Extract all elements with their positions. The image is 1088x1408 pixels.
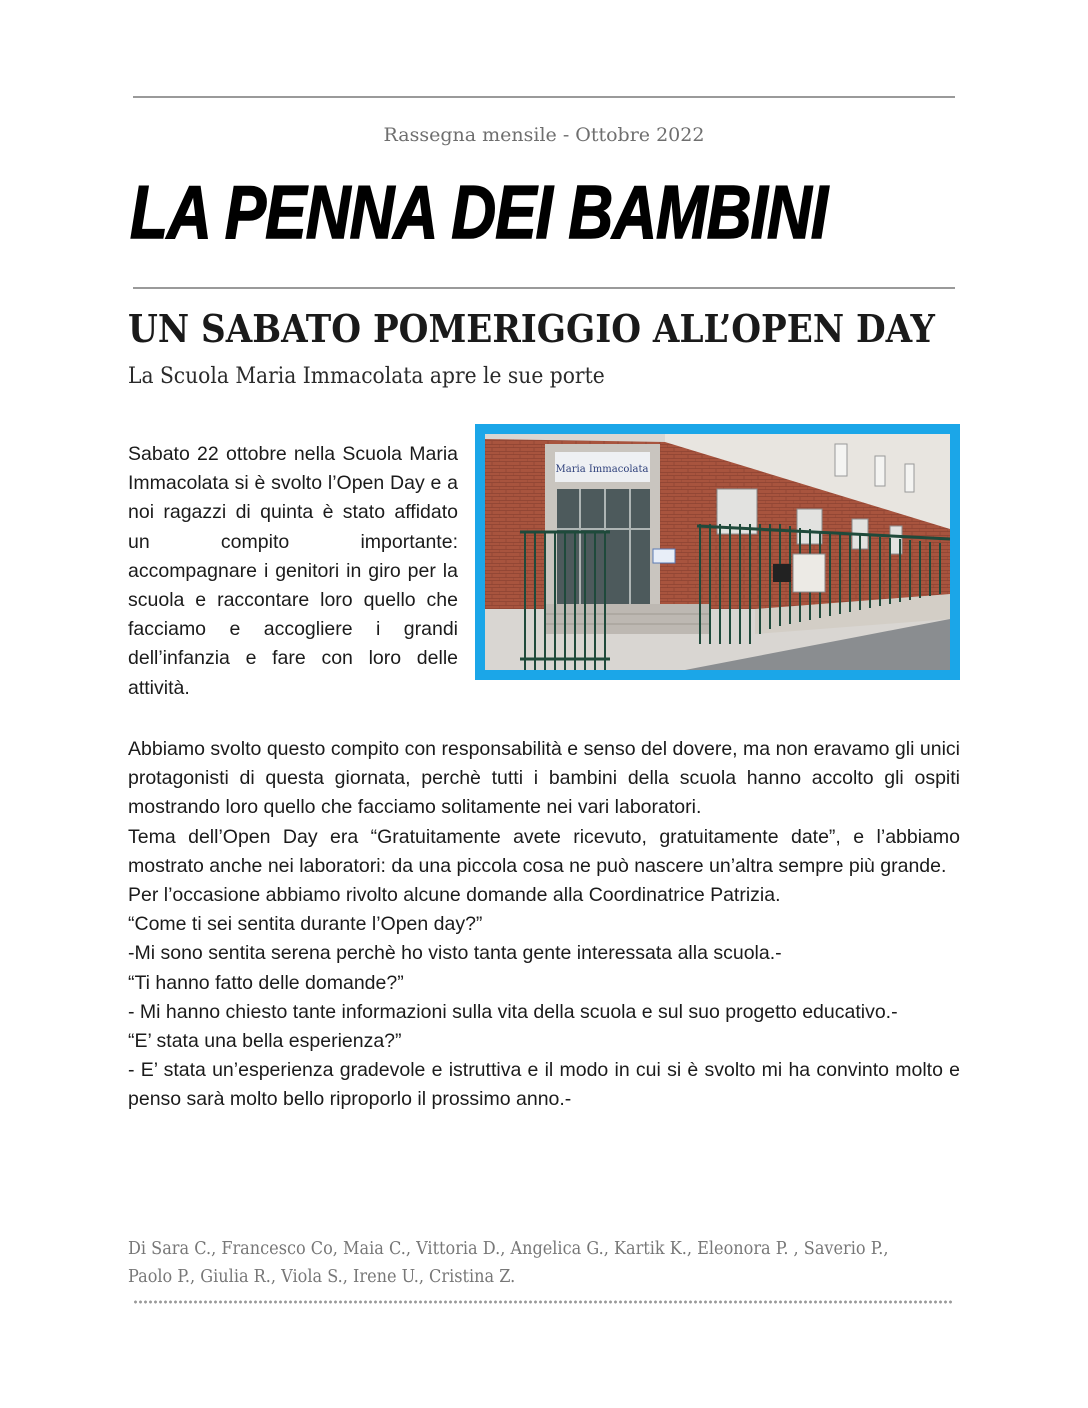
article-intro — [128, 440, 458, 703]
interview-answer: -Mi sono sentita serena perchè ho visto tanta gente interessata alla scuola.- — [128, 942, 782, 965]
article-credits: Di Sara C., Francesco Co, Maia C., Vittoria D., Angelica G., Kartik K., Eleonora P. , Saverio P., Paolo P., Giulia R., Viola S., Irene U., Cristina Z. — [128, 1239, 889, 1287]
article-headline: UN SABATO POMERIGGIO ALL’OPEN DAY — [128, 306, 935, 351]
interview-question: “E’ stata una bella esperienza?” — [128, 1030, 402, 1053]
body-paragraph: Abbiamo svolto questo compito con responsabilità e senso del dovere, ma non eravamo gli unici protagonisti di questa giornata, perchè tutti i bambini della scuola hanno accolto gli ospiti mostrando loro quello che facciamo solitamente nei vari laboratori. — [128, 738, 960, 819]
interview-answer: - Mi hanno chiesto tante informazioni sulla vita della scuola e sul suo progetto educativo.- — [128, 1000, 898, 1023]
school-building-image — [485, 434, 950, 670]
intro-paragraph: Sabato 22 ottobre nella Scuola Maria Immacolata si è svolto l’Open Day e a noi ragazzi di quinta è stato affidato un compito importante: accompagnare i genitori in giro per la scuola e raccontare loro quello che facciamo e accogliere i grandi dell’infanzia e fare con loro delle attività. — [128, 443, 458, 699]
top-divider — [133, 96, 955, 98]
interview-answer: - E’ stata un’esperienza gradevole e istruttiva e il modo in cui si è svolto mi ha convinto molto e penso sarà molto bello riproporlo il prossimo anno.- — [128, 1059, 960, 1111]
body-paragraph: Tema dell’Open Day era “Gratuitamente avete ricevuto, gratuitamente date”, e l’abbiamo mostrato anche nei laboratori: da una piccola cosa ne può nascere un’altra sempre più grande. — [128, 825, 960, 877]
masthead-divider — [133, 287, 955, 289]
body-paragraph: Per l’occasione abbiamo rivolto alcune domande alla Coordinatrice Patrizia. — [128, 884, 781, 907]
interview-question: “Ti hanno fatto delle domande?” — [128, 971, 404, 994]
dotted-divider — [133, 1300, 953, 1304]
issue-kicker: Rassegna mensile - Ottobre 2022 — [383, 124, 705, 146]
interview-question: “Come ti sei sentita durante l’Open day?” — [128, 913, 483, 936]
school-photo — [475, 424, 960, 680]
school-sign-text: Maria Immacolata — [555, 464, 649, 475]
masthead-title: LA PENNA DEI BAMBINI — [130, 171, 828, 255]
article-subheadline: La Scuola Maria Immacolata apre le sue porte — [128, 364, 605, 389]
article-body — [128, 735, 960, 1115]
